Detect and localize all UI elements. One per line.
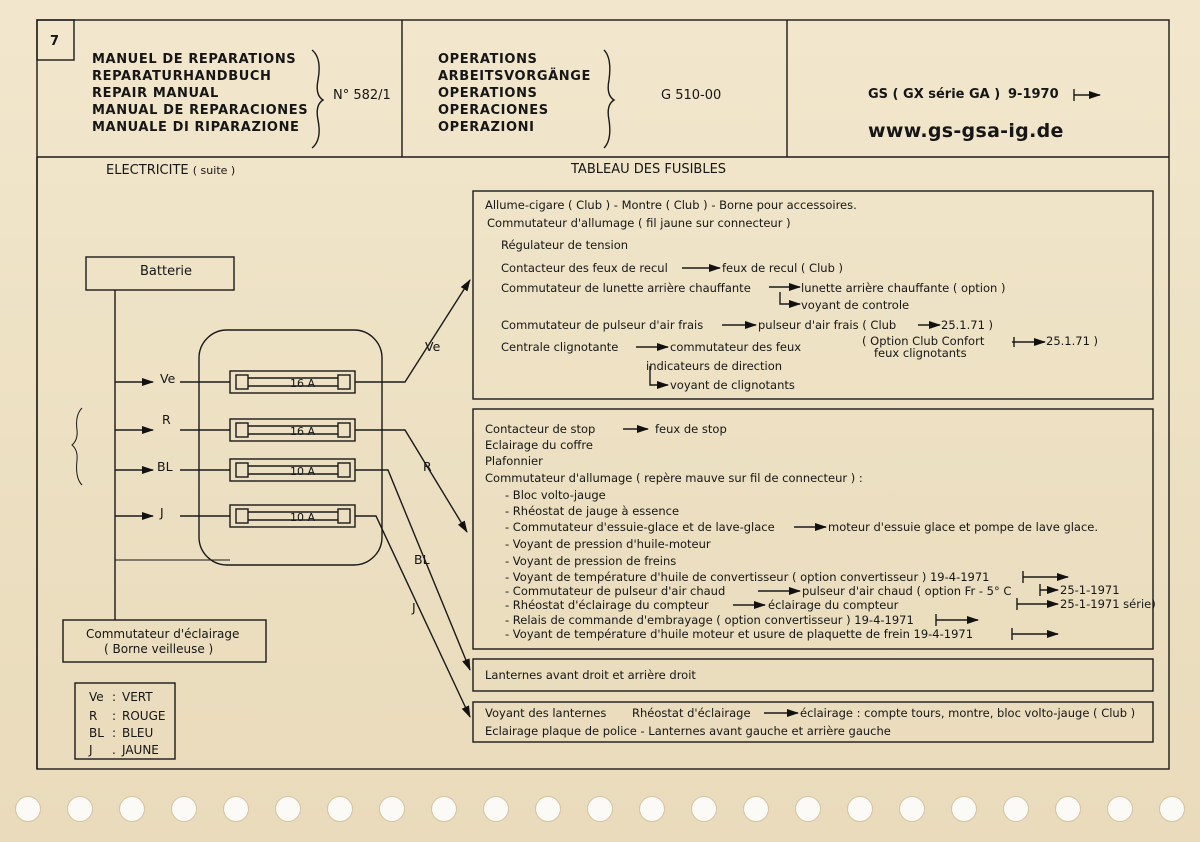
box1-line-2: Commutateur d'allumage ( fil jaune sur connecteur ) xyxy=(487,216,791,230)
operations-title-it: OPERAZIONI xyxy=(438,120,535,135)
legend-color-ve: VERT xyxy=(122,690,153,704)
table-title: TABLEAU DES FUSIBLES xyxy=(571,162,727,177)
binder-hole xyxy=(1003,796,1029,822)
binder-hole xyxy=(1055,796,1081,822)
box2-item-8: - Rhéostat d'éclairage du compteur xyxy=(505,598,709,612)
operations-title-fr: OPERATIONS xyxy=(438,52,538,67)
box2-item-3b: moteur d'essuie glace et pompe de lave glace. xyxy=(828,520,1099,534)
box4-line-2: Eclairage plaque de police - Lanternes avant gauche et arrière gauche xyxy=(485,724,891,738)
legend-sep-r: : xyxy=(112,709,117,723)
legend-sep-j: . xyxy=(112,743,116,757)
out-wire-label-j: J xyxy=(412,600,416,615)
wire-label-j: J xyxy=(160,505,164,520)
binder-hole xyxy=(327,796,353,822)
box2-item-8b: éclairage du compteur xyxy=(768,598,899,612)
brace-right xyxy=(604,50,614,148)
binder-hole xyxy=(535,796,561,822)
binder-hole xyxy=(587,796,613,822)
box2-item-10: - Voyant de température d'huile moteur et usure de plaquette de frein 19-4-1971 xyxy=(505,627,974,641)
legend-color-j: JAUNE xyxy=(122,743,159,757)
binder-hole xyxy=(15,796,41,822)
binder-hole xyxy=(431,796,457,822)
operation-code: G 510-00 xyxy=(661,88,722,103)
box1-line-5c: voyant de controle xyxy=(801,298,910,312)
box2-item-2: - Rhéostat de jauge à essence xyxy=(505,504,680,518)
binder-hole xyxy=(483,796,509,822)
wire-label-r: R xyxy=(162,412,171,427)
binder-hole xyxy=(223,796,249,822)
box2-line-1b: feux de stop xyxy=(655,422,727,436)
legend-color-r: ROUGE xyxy=(122,709,166,723)
binder-hole xyxy=(899,796,925,822)
website-watermark[interactable]: www.gs-gsa-ig.de xyxy=(868,120,1064,142)
manual-title-it: MANUALE DI RIPARAZIONE xyxy=(92,120,300,135)
manual-title-fr: MANUEL DE REPARATIONS xyxy=(92,52,297,67)
binder-hole xyxy=(275,796,301,822)
brace-left xyxy=(312,50,323,148)
box4-line-1b: Rhéostat d'éclairage xyxy=(632,706,751,720)
model-date: 9-1970 xyxy=(1008,87,1059,102)
box1-line-4a: Contacteur des feux de recul xyxy=(501,261,668,275)
box2-item-1: - Bloc volto-jauge xyxy=(505,488,606,502)
legend-sep-ve: : xyxy=(112,690,117,704)
box2-item-8c: 25-1-1971 série) xyxy=(1060,597,1156,611)
lighting-switch-sublabel: ( Borne veilleuse ) xyxy=(104,642,214,656)
legend-color-bl: BLEU xyxy=(122,726,154,740)
binder-hole xyxy=(171,796,197,822)
box2-line-2: Eclairage du coffre xyxy=(485,438,593,452)
out-wire-label-r: R xyxy=(423,459,432,474)
fuse-1-rating: 16 A xyxy=(290,377,316,390)
model: GS ( GX série GA ) xyxy=(868,87,1001,102)
binder-hole xyxy=(795,796,821,822)
section-title-main: ELECTRICITE xyxy=(106,163,189,178)
box1-line-6a: Commutateur de pulseur d'air frais xyxy=(501,318,704,332)
box1-line-7f: feux clignotants xyxy=(874,346,967,360)
out-wire-label-bl: BL xyxy=(414,552,430,567)
binder-hole xyxy=(951,796,977,822)
box1-line-5a: Commutateur de lunette arrière chauffante xyxy=(501,281,751,295)
box1-line-7a: Centrale clignotante xyxy=(501,340,619,354)
box2-item-9: - Relais de commande d'embrayage ( option convertisseur ) 19-4-1971 xyxy=(505,613,914,627)
box2-line-3: Plafonnier xyxy=(485,454,543,468)
box1-line-4b: feux de recul ( Club ) xyxy=(722,261,844,275)
box2-line-4: Commutateur d'allumage ( repère mauve sur fil de connecteur ) : xyxy=(485,471,863,485)
manual-title-de: REPARATURHANDBUCH xyxy=(92,69,272,84)
page-number: 7 xyxy=(50,34,60,49)
legend-code-j: J xyxy=(89,743,93,757)
box1-line-6c: 25.1.71 ) xyxy=(941,318,994,332)
legend-code-bl: BL xyxy=(89,726,104,740)
legend-sep-bl: : xyxy=(112,726,117,740)
wire-label-ve: Ve xyxy=(160,371,176,386)
manual-title-en: REPAIR MANUAL xyxy=(92,86,219,101)
legend-code-ve: Ve xyxy=(89,690,104,704)
box2-item-7c: 25-1-1971 xyxy=(1060,583,1120,597)
box1-line-7c: indicateurs de direction xyxy=(646,359,783,373)
battery-label: Batterie xyxy=(140,264,193,279)
box1-line-7b: commutateur des feux xyxy=(670,340,802,354)
fuse-3-rating: 10 A xyxy=(290,465,316,478)
box1-line-7e: 25.1.71 ) xyxy=(1046,334,1099,348)
box2-item-6: - Voyant de température d'huile de convertisseur ( option convertisseur ) 19-4-1971 xyxy=(505,570,990,584)
operations-title-es: OPERACIONES xyxy=(438,103,549,118)
binder-hole xyxy=(1107,796,1133,822)
box2-item-7b: pulseur d'air chaud ( option Fr - 5° C xyxy=(802,584,1012,598)
binder-hole xyxy=(639,796,665,822)
box4-line-1c: éclairage : compte tours, montre, bloc volto-jauge ( Club ) xyxy=(800,706,1136,720)
operations-title-en: OPERATIONS xyxy=(438,86,538,101)
box4-line-1a: Voyant des lanternes xyxy=(485,706,607,720)
out-wire-label-ve: Ve xyxy=(425,339,441,354)
box1-line-8: voyant de clignotants xyxy=(670,378,795,392)
section-title xyxy=(106,164,235,178)
box1-line-1: Allume-cigare ( Club ) - Montre ( Club ) - Borne pour accessoires. xyxy=(485,198,857,212)
box2-item-5: - Voyant de pression de freins xyxy=(505,554,677,568)
box1-line-5b: lunette arrière chauffante ( option ) xyxy=(801,281,1006,295)
fuse-4-rating: 10 A xyxy=(290,511,316,524)
section-title-suffix: ( suite ) xyxy=(192,164,236,177)
box2-item-4: - Voyant de pression d'huile-moteur xyxy=(505,537,711,551)
manual-number: N° 582/1 xyxy=(333,88,391,103)
binder-hole xyxy=(743,796,769,822)
operations-title-de: ARBEITSVORGÄNGE xyxy=(438,69,591,84)
box1-line-7d: ( Option Club Confort xyxy=(862,334,985,348)
binder-hole xyxy=(67,796,93,822)
binder-hole xyxy=(847,796,873,822)
binder-hole xyxy=(119,796,145,822)
manual-title-es: MANUAL DE REPARACIONES xyxy=(92,103,309,118)
binder-hole xyxy=(379,796,405,822)
wire-label-bl: BL xyxy=(157,459,173,474)
legend-code-r: R xyxy=(89,709,98,723)
box2-item-3: - Commutateur d'essuie-glace et de lave-glace xyxy=(505,520,775,534)
lighting-switch-label: Commutateur d'éclairage xyxy=(86,627,240,641)
box2-item-7: - Commutateur de pulseur d'air chaud xyxy=(505,584,726,598)
fuse-2-rating: 16 A xyxy=(290,425,316,438)
binder-hole xyxy=(1159,796,1185,822)
box1-line-6b: pulseur d'air frais ( Club xyxy=(758,318,897,332)
box2-line-1a: Contacteur de stop xyxy=(485,422,596,436)
fuse-block xyxy=(199,330,382,565)
binder-hole xyxy=(691,796,717,822)
box3-line-1: Lanternes avant droit et arrière droit xyxy=(485,668,696,682)
box1-line-3: Régulateur de tension xyxy=(501,238,629,252)
